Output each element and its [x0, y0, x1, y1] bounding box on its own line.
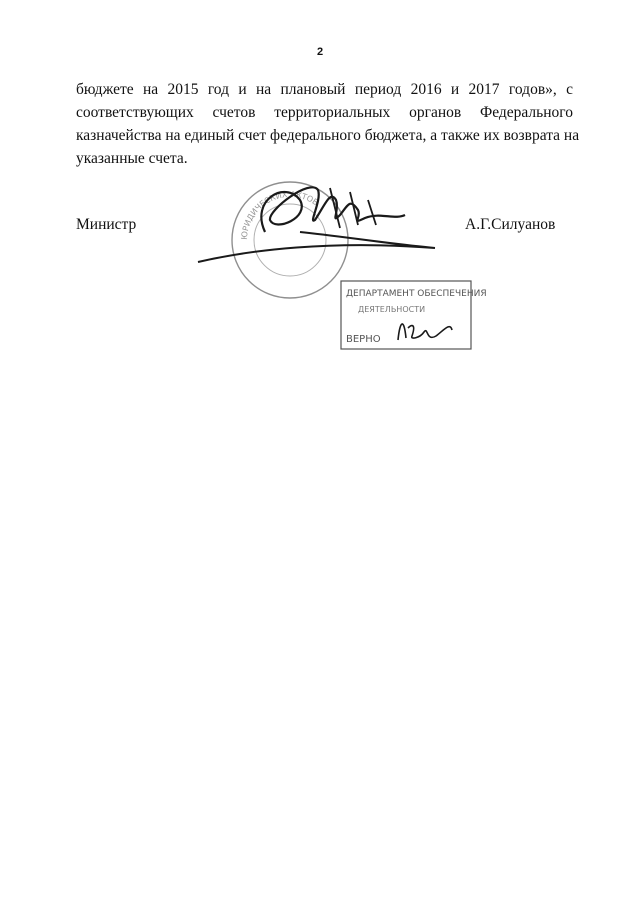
- page-number: 2: [316, 46, 324, 58]
- body-paragraph: [76, 78, 580, 170]
- body-line: соответствующих счетов территориальных органов Федерального: [76, 104, 573, 121]
- certified-stamp: [340, 280, 487, 350]
- stamp-line: ВЕРНО: [346, 334, 381, 345]
- signer-role: Министр: [76, 216, 137, 233]
- handwritten-signature: [190, 170, 440, 270]
- body-line: бюджете на 2015 год и на плановый период 2016 и 2017 годов», с: [76, 81, 573, 98]
- signature-block: [0, 170, 640, 370]
- signer-name: А.Г.Силуанов: [465, 216, 556, 233]
- body-line: казначейства на единый счет федерального бюджета, а также их возврата на: [76, 127, 580, 144]
- seal-arc-text: ЮРИДИЧЕСКИХ АКТОВ: [239, 189, 320, 241]
- stamp-line: ДЕПАРТАМЕНТ ОБЕСПЕЧЕНИЯ: [346, 289, 487, 299]
- stamp-line: ДЕЯТЕЛЬНОСТИ: [358, 305, 426, 314]
- body-line: указанные счета.: [76, 150, 188, 167]
